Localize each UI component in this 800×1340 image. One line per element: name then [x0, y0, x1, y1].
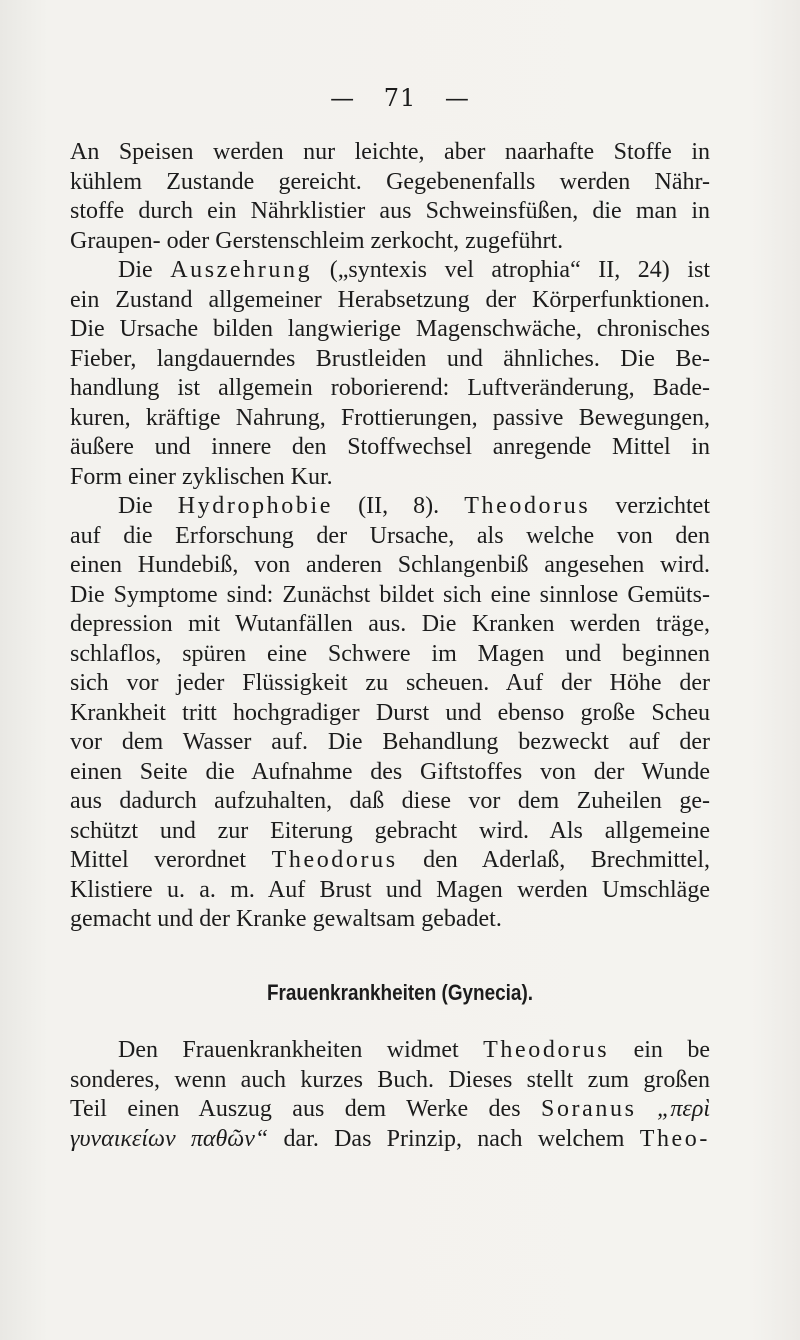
text-line: An Speisen werden nur leichte, aber naarhafte Stoffe in [70, 139, 710, 165]
text-line: Klistiere u. a. m. Auf Brust und Magen werden Umschläge [70, 876, 710, 903]
text-line-lead [70, 492, 710, 522]
paragraph-auszehrung [70, 256, 710, 492]
lead-text: (II, 8). [333, 493, 465, 519]
name-theodorus: Theodorus [483, 1037, 610, 1063]
line-text: dar. Das Prinzip, nach welchem [268, 1125, 640, 1152]
text-line: Fieber, langdauerndes Brustleiden und ähnliches. Die Be- [70, 345, 710, 372]
text-line: Die Symptome sind: Zunächst bildet sich eine sinnlose Gemüts- [70, 581, 710, 608]
term-auszehrung: Auszehrung [170, 257, 313, 283]
lead-text: verzichtet [590, 493, 710, 519]
page-number-dash-right: — [444, 84, 470, 112]
text-line: schützt und zur Eiterung gebracht wird. Als allgemeine [70, 817, 710, 844]
text-line [70, 1125, 710, 1155]
line-text: ein be [609, 1037, 710, 1063]
lead-text: („syntexis vel atrophia“ II, 24) ist [312, 257, 710, 283]
paragraph-hydrophobie [70, 492, 710, 935]
section-heading: Frauenkrankheiten (Gynecia). [266, 980, 534, 1005]
text-line: Die Ursache bilden langwierige Magenschwäche, chronisches [70, 316, 710, 342]
greek-title: γυναικείων παθῶν“ [70, 1125, 269, 1152]
text-line: ein Zustand allgemeiner Herabsetzung der Körperfunktionen. [70, 286, 710, 313]
page-number [0, 84, 800, 112]
lead-text: Die [118, 493, 178, 519]
text-line: schlaflos, spüren eine Schwere im Magen und beginnen [70, 640, 710, 667]
text-line: auf die Erforschung der Ursache, als welche von den [70, 522, 710, 549]
paragraph-frauenkrankheiten [70, 1036, 710, 1154]
paragraph-food [70, 138, 710, 256]
name-theodorus: Theodorus [271, 847, 398, 873]
lead-text: Die [118, 257, 171, 283]
text-line: kuren, kräftige Nahrung, Frottierungen, passive Bewegungen, [70, 404, 710, 431]
text-line: vor dem Wasser auf. Die Behandlung bezweckt auf der [70, 729, 710, 755]
text-line: äußere und innere den Stoffwechsel anregende Mittel in [70, 434, 710, 460]
text-line-name [70, 846, 710, 876]
greek-title: „περὶ [636, 1096, 711, 1122]
text-line: Form einer zyklischen Kur. [70, 463, 333, 490]
text-line: stoffe durch ein Nährklistier aus Schweinsfüßen, die man in [70, 198, 710, 224]
line-text: den Aderlaß, Brechmittel, [397, 847, 711, 873]
page-number-value: 71 [383, 84, 417, 112]
text-line: sich vor jeder Flüssigkeit zu scheuen. Auf der Höhe der [70, 670, 710, 696]
name-theodorus: Theodorus [464, 493, 591, 519]
text-line: depression mit Wutanfällen aus. Die Kranken werden träge, [70, 611, 710, 637]
text-line: kühlem Zustande gereicht. Gegebenenfalls werden Nähr- [70, 168, 710, 195]
line-text: Teil einen Auszug aus dem Werke des [70, 1096, 541, 1122]
text-line: handlung ist allgemein roborierend: Luftveränderung, Bade- [70, 375, 710, 401]
text-line: sonderes, wenn auch kurzes Buch. Dieses stellt zum großen [70, 1066, 710, 1093]
name-theodorus: Theo- [639, 1125, 710, 1152]
line-text: Den Frauenkrankheiten widmet [118, 1037, 484, 1063]
term-hydrophobie: Hydrophobie [177, 493, 333, 519]
text-line [70, 1095, 710, 1125]
text-line: aus dadurch aufzuhalten, daß diese vor dem Zuheilen ge- [70, 788, 710, 814]
text-line: einen Hundebiß, von anderen Schlangenbiß angesehen wird. [70, 552, 710, 578]
text-line: gemacht und der Kranke gewaltsam gebadet. [70, 906, 502, 932]
name-soranus: Soranus [541, 1096, 637, 1122]
text-line-lead [70, 256, 710, 286]
text-line: einen Seite die Aufnahme des Giftstoffes von der Wunde [70, 758, 710, 785]
page-number-dash-left: — [330, 84, 356, 112]
text-line-lead [70, 1036, 710, 1066]
text-line: Graupen- oder Gerstenschleim zerkocht, zugeführt. [70, 227, 564, 254]
text-line: Krankheit tritt hochgradiger Durst und ebenso große Scheu [70, 699, 710, 726]
line-text: Mittel verordnet [70, 847, 272, 873]
